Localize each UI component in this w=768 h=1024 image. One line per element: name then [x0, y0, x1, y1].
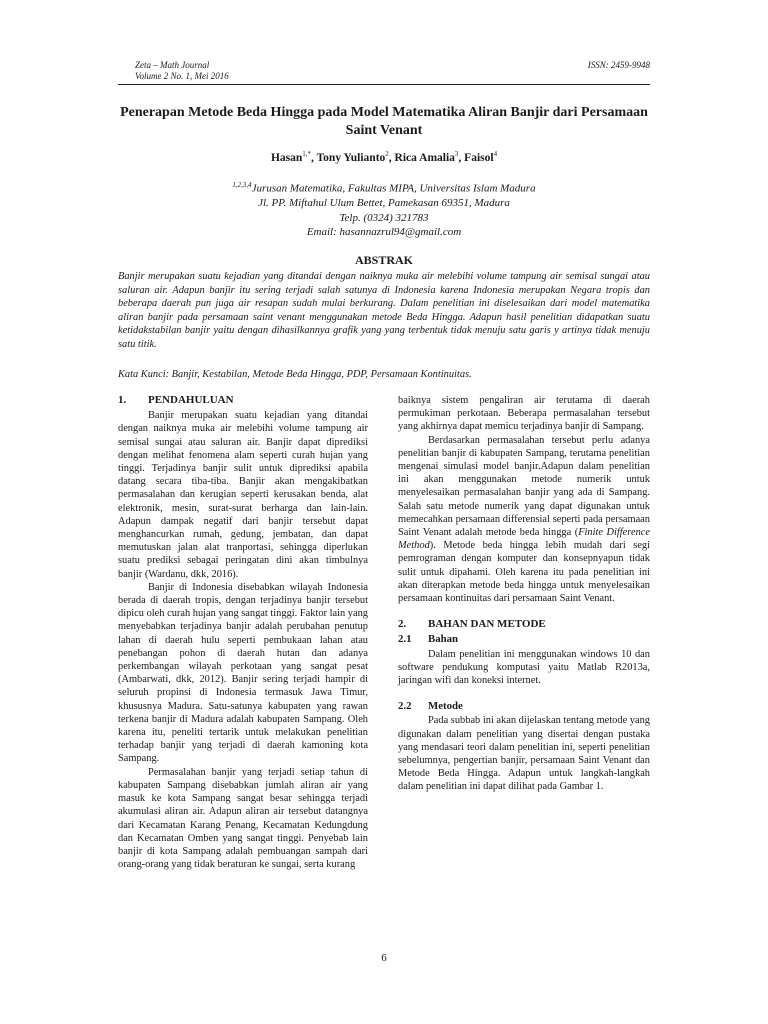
author-name: Hasan	[270, 151, 303, 164]
affiliation-sup: 1,2,3,4	[232, 181, 252, 189]
affiliation-dept: Jurusan Matematika, Fakultas MIPA, Universitas Islam Madura	[251, 182, 536, 195]
subsection-title: Bahan	[428, 633, 459, 646]
paragraph: Pada subbab ini akan dijelaskan tentang metode yang digunakan dalam penelitian yang disertai dengan pustaka yang mendasari teori dalam penelitian ini, seperti penelitian sebelumnya, pengertian banjir, persamaan Saint Venant dan Metode Beda Hingga. Adapun untuk langkah-langkah dalam penelitian ini dapat dilihat pada Gambar 1.	[398, 715, 650, 793]
paragraph: Banjir di Indonesia disebabkan wilayah Indonesia berada di daerah tropis, dengan terjadinya banjir tersebut dipicu oleh curah hujan yang sangat tinggi. Faktor lain yang menyebabkan terjadinya banjir adalah perubahan penutup lahan di daerah hulu seperti pembukaan lahan atau penebangan pohon di daerah hutan dan adanya perkembangan wilayah perkotaan yang sangat pesat (Ambarwati, dkk, 2012). Banjir sering terjadi hampir di seluruh propinsi di Indonesia termasuk Jawa Timur, khususnya Madura. Satu-satunya kabupaten yang rawan terkena banjir di Madura adalah kabupaten Sampang. Oleh karena itu, peneliti tertarik untuk melakukan penelitian terhadap banjir yang terjadi di daerah kamoning kota Sampang.	[118, 581, 368, 765]
paragraph: Dalam penelitian ini menggunakan windows 10 dan software pendukung komputasi yaitu Matlab R2013a, jaringan wifi dan koneksi internet.	[398, 648, 650, 687]
subsection-title: Metode	[428, 700, 463, 713]
keywords: Kata Kunci: Banjir, Kestabilan, Metode Beda Hingga, PDP, Persamaan Kontinuitas.	[118, 369, 472, 380]
subsection-number: 2.2	[398, 700, 412, 713]
journal-volume: Volume 2 No. 1, Mei 2016	[135, 71, 229, 81]
section-title: PENDAHULUAN	[148, 394, 234, 406]
affiliation-phone: Telp. (0324) 321783	[339, 211, 429, 224]
subsection-heading	[398, 633, 650, 646]
paragraph: Banjir merupakan suatu kejadian yang ditandai dengan naiknya muka air melebihi volume tampung air semisal sungai atau saluran air. Banjir dapat diprediksi dengan melihat fenomena alam seperti curah hujan yang tinggi. Terjadinya banjir sulit untuk diprediksi apabila datang secara tiba-tiba. Banjir akan mengakibatkan permasalahan dan kerugian seperti kerusakan benda, alat elektronik, mesin, surat-surat berharga dan lain-lain. Adapun dampak negatif dari banjir tersebut dapat menghancurkan rumah, gedung, jembatan, dan dapat memutuskan jalan alat tranportasi, sehingga diperlukan suatu prediksi sebagai peringatan dini akan timbulnya banjir (Wardanu, dkk, 2016).	[118, 410, 368, 580]
right-column	[398, 394, 650, 794]
section-number: 1.	[118, 394, 127, 406]
issn: ISSN: 2459-9948	[587, 60, 650, 70]
affiliation-email: Email: hasannazrul94@gmail.com	[306, 226, 462, 239]
author-name: Tony Yulianto	[316, 151, 386, 164]
abstract-heading: ABSTRAK	[354, 253, 413, 267]
page-number: 6	[381, 952, 387, 964]
header-divider	[118, 84, 650, 85]
journal-name: Zeta – Math Journal	[135, 60, 210, 70]
paper-title: Penerapan Metode Beda Hingga pada Model Matematika Aliran Banjir dari Persamaan Saint Venant	[120, 105, 648, 138]
subsection-heading	[398, 700, 650, 713]
section-number: 2.	[398, 618, 407, 631]
affiliation-address: Jl. PP. Miftahul Ulum Bettet, Pamekasan 69351, Madura	[258, 197, 510, 210]
section-heading	[118, 394, 368, 407]
author-sup: 3	[454, 150, 459, 158]
author-sup: 1,*	[302, 150, 312, 158]
paragraph	[398, 434, 650, 606]
author-list: Hasan$^{1,*}$, Tony Yulianto$^2$, Rica Amalia$^3$, Faisol$^4$	[270, 150, 498, 164]
subsection-number: 2.1	[398, 633, 412, 646]
paragraph-continued: baiknya sistem pengaliran air terutama di daerah permukiman perkotaan. Beberapa permasalahan tersebut yang akhirnya dapat memicu terjadinya banjir di Sampang.	[398, 395, 650, 433]
section-heading	[398, 618, 650, 631]
paragraph-text: ). Metode beda hingga lebih mudah dari segi pemrograman dengan komputer dan konsepnyapun tidak sulit untuk dipahami. Oleh karena itu pada penelitian ini akan diterapkan metode beda hingga untuk menyelesaikan persamaan kontinuitas dari persamaan Saint Venant.	[398, 540, 650, 605]
emphasis-text: Finite Difference Method	[398, 527, 650, 552]
abstract-body: Banjir merupakan suatu kejadian yang ditandai dengan naiknya muka air melebihi volume tampung air semisal sungai atau saluran air. Adapun banjir itu sering terjadi salah satunya di Indonesia karena Indonesia merupakan Negara tropis dan beberapa daerah pun juga air resapan sudah mulai berkurang. Dalam penelitian ini diselesaikan dari model matematika aliran banjir pada persamaan saint venant menggunakan metode Beda Hingga. Adapun hasil penelitian didapatkan suatu ketidakstabilan banjir yaitu dengan dihasilkannya grafik yang yang terbentuk tidak menuju satu garis y artinya tidak menuju satu titik.	[118, 271, 650, 350]
section-title: BAHAN DAN METODE	[428, 618, 546, 631]
author-sup: 4	[493, 150, 498, 158]
author-name: Faisol	[464, 151, 494, 164]
journal-header	[135, 60, 229, 82]
author-sup: 2	[385, 150, 389, 158]
author-name: Rica Amalia	[394, 151, 455, 164]
paragraph-text: Berdasarkan permasalahan tersebut perlu adanya penelitian banjir di kabupaten Sampang, terutama penelitian mengenai simulasi model banjir.Adapun dalam penelitian ini akan menggunakan metode numerik untuk menyelesaikan permasalahan banjir yang ada di Sampang. Salah satu metode numerik yang dapat digunakan untuk memecahkan persamaan differensial seperti pada persamaan Saint Venant adalah metode beda hingga (	[398, 434, 650, 539]
affiliation	[112, 178, 656, 240]
left-column	[118, 394, 368, 871]
paragraph: Permasalahan banjir yang terjadi setiap tahun di kabupaten Sampang disebabkan jumlah aliran air yang masuk ke kota Sampang sangat besar sehingga terjadi akumulasi aliran air. Adapun aliran air tersebut datangnya dari Kecamatan Karang Penang, Kecamatan Kedungdung dan Kecamatan Omben yang sangat tinggi. Penyebab lain banjir di kota Sampang adalah pembuangan sampah dari orang-orang yang tidak beraturan ke sungai, serta kurang	[118, 766, 368, 871]
